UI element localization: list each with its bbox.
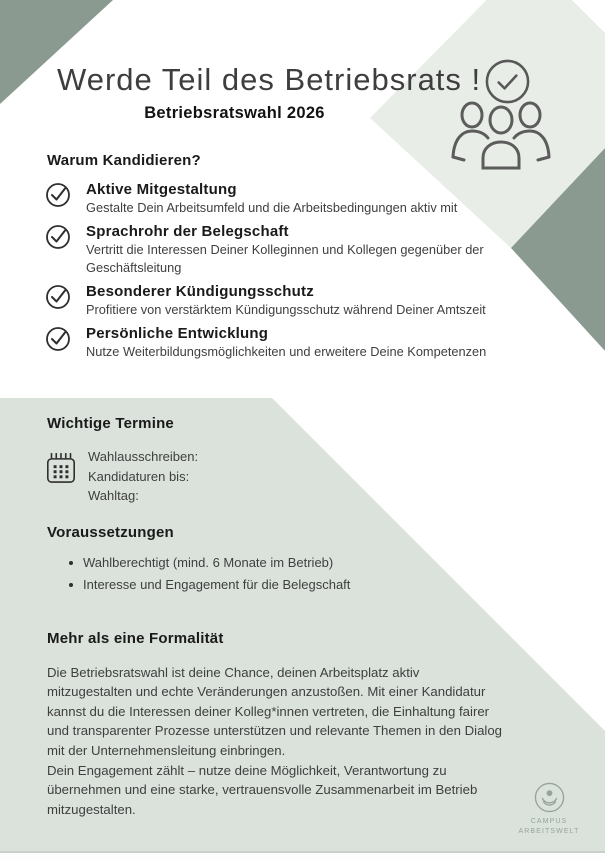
checkmark-circle-icon [45,284,71,310]
termine-line: Kandidaturen bis: [88,468,190,484]
calendar-icon [45,452,77,490]
list-item [45,282,565,319]
item-desc: Vertritt die Interessen Deiner Kolleginnen und Kollegen gegenüber der Geschäftsleitung [86,242,484,275]
item-desc: Gestalte Dein Arbeitsumfeld und die Arbeitsbedingungen aktiv mit [86,200,458,215]
termine-line: Wahlausschreiben: [88,449,199,464]
list-item [45,180,565,217]
requirements-list [68,555,350,599]
logo-text-line2: ARBEITSWELT [518,827,580,835]
section-heading-voraussetzungen: Voraussetzungen [47,524,174,541]
page-title: Werde Teil des Betriebsrats ! [57,62,482,97]
check-circle-icon [483,57,532,106]
why-list [45,180,565,366]
item-desc: Nutze Weiterbildungsmöglichkeiten und erweitere Deine Kompetenzen [86,344,487,359]
people-group-icon [450,100,552,170]
checkmark-circle-icon [45,326,71,352]
checkmark-circle-icon [45,182,71,208]
list-item: Wahlberechtigt (mind. 6 Monate im Betrieb) [68,555,350,570]
section-heading-formalitaet: Mehr als eine Formalität [47,630,224,647]
page-subtitle: Betriebsratswahl 2026 [144,104,325,122]
page-bottom-edge [0,851,605,859]
list-item: Interesse und Engagement für die Belegschaft [68,577,350,592]
termine-lines [88,447,198,506]
item-desc: Profitiere von verstärktem Kündigungsschutz während Deiner Amtszeit [86,302,486,317]
section-heading-warum: Warum Kandidieren? [47,152,201,169]
logo-person-icon [534,782,565,813]
paragraph: Dein Engagement zählt – nutze deine Möglichkeit, Verantwortung zu übernehmen und eine starke, vertrauensvolle Zusammenarbeit im Betrieb mitzugestalten. [47,763,478,817]
item-title: Sprachrohr der Belegschaft [86,223,289,240]
item-title: Besonderer Kündigungsschutz [86,283,314,300]
logo-text-line1: CAMPUS [530,818,568,825]
list-item [45,324,565,361]
paragraph: Die Betriebsratswahl ist deine Chance, deinen Arbeitsplatz aktiv mitzugestalten und echte Veränderungen anzustoßen. Mit einer Kandidatur kannst du die Interessen deiner Kolleg*innen vertreten, die Einhaltung fairer und transparenter Prozesse unterstützen und relevante Themen in den Dialog mit der Unternehmensleitung einbringen. [47,665,503,758]
item-title: Aktive Mitgestaltung [86,181,237,198]
list-item [45,222,565,277]
termine-line: Wahltag: [88,488,139,503]
item-title: Persönliche Entwicklung [86,325,269,342]
checkmark-circle-icon [45,224,71,250]
campus-arbeitswelt-logo [508,782,590,836]
section-heading-termine: Wichtige Termine [47,415,174,432]
